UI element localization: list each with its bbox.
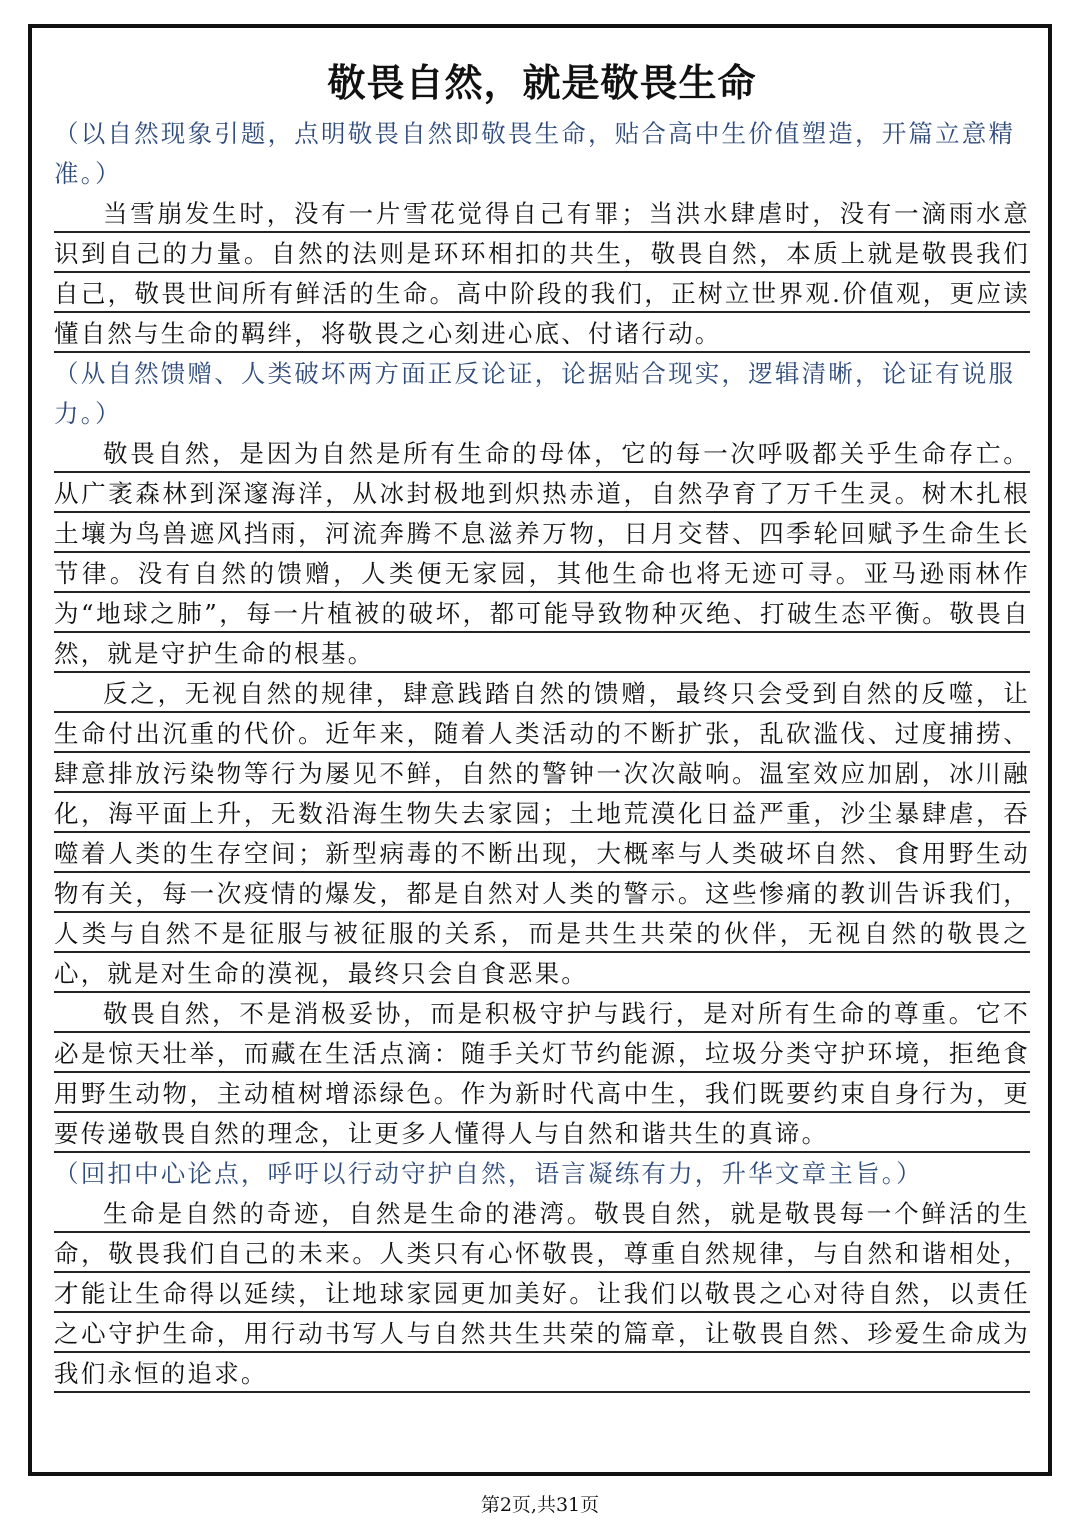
paragraph-conclusion: 生命是自然的奇迹，自然是生命的港湾。敬畏自然，就是敬畏每一个鲜活的生命，敬畏我们自己的未来。人类只有心怀敬畏，尊重自然规律，与自然和谐相处，才能让生命得以延续，让地球家园更加美好。让我们以敬畏之心对待自然，以责任之心守护生命，用行动书写人与自然共生共荣的篇章，让敬畏自然、珍爱生命成为我们永恒的追求。 <box>54 1194 1030 1394</box>
essay-title: 敬畏自然，就是敬畏生命 <box>327 61 757 105</box>
document-body <box>54 58 1030 1394</box>
annotation-conclusion: （回扣中心论点，呼吁以行动守护自然，语言凝练有力，升华文章主旨。） <box>54 1159 923 1188</box>
paragraph-human-damage: 反之，无视自然的规律，肆意践踏自然的馈赠，最终只会受到自然的反噬，让生命付出沉重的代价。近年来，随着人类活动的不断扩张，乱砍滥伐、过度捕捞、肆意排放污染物等行为屡见不鲜，自然的警钟一次次敲响。温室效应加剧，冰川融化，海平面上升，无数沿海生物失去家园；土地荒漠化日益严重，沙尘暴肆虐，吞噬着人类的生存空间；新型病毒的不断出现，大概率与人类破坏自然、食用野生动物有关，每一次疫情的爆发，都是自然对人类的警示。这些惨痛的教训告诉我们，人类与自然不是征服与被征服的关系，而是共生共荣的伙伴，无视自然的敬畏之心，就是对生命的漠视，最终只会自食恶果。 <box>54 674 1030 994</box>
annotation-argument: （从自然馈赠、人类破坏两方面正反论证，论据贴合现实，逻辑清晰，论证有说服力。） <box>54 359 1016 428</box>
paragraph-action: 敬畏自然，不是消极妥协，而是积极守护与践行，是对所有生命的尊重。它不必是惊天壮举，而藏在生活点滴：随手关灯节约能源，垃圾分类守护环境，拒绝食用野生动物，主动植树增添绿色。作为新时代高中生，我们既要约束自身行为，更要传递敬畏自然的理念，让更多人懂得人与自然和谐共生的真谛。 <box>54 994 1030 1154</box>
page-frame <box>28 24 1052 1476</box>
page-number: 第2页,共31页 <box>480 1494 600 1516</box>
annotation-intro: （以自然现象引题，点明敬畏自然即敬畏生命，贴合高中生价值塑造，开篇立意精准。） <box>54 119 1016 188</box>
paragraph-intro: 当雪崩发生时，没有一片雪花觉得自己有罪；当洪水肆虐时，没有一滴雨水意识到自己的力量。自然的法则是环环相扣的共生，敬畏自然，本质上就是敬畏我们自己，敬畏世间所有鲜活的生命。高中阶段的我们，正树立世界观.价值观，更应读懂自然与生命的羁绊，将敬畏之心刻进心底、付诸行动。 <box>54 194 1030 354</box>
paragraph-nature-gifts: 敬畏自然，是因为自然是所有生命的母体，它的每一次呼吸都关乎生命存亡。从广袤森林到深邃海洋，从冰封极地到炽热赤道，自然孕育了万千生灵。树木扎根土壤为鸟兽遮风挡雨，河流奔腾不息滋养万物，日月交替、四季轮回赋予生命生长节律。没有自然的馈赠，人类便无家园，其他生命也将无迹可寻。亚马逊雨林作为“地球之肺”，每一片植被的破坏，都可能导致物种灭绝、打破生态平衡。敬畏自然，就是守护生命的根基。 <box>54 434 1030 674</box>
